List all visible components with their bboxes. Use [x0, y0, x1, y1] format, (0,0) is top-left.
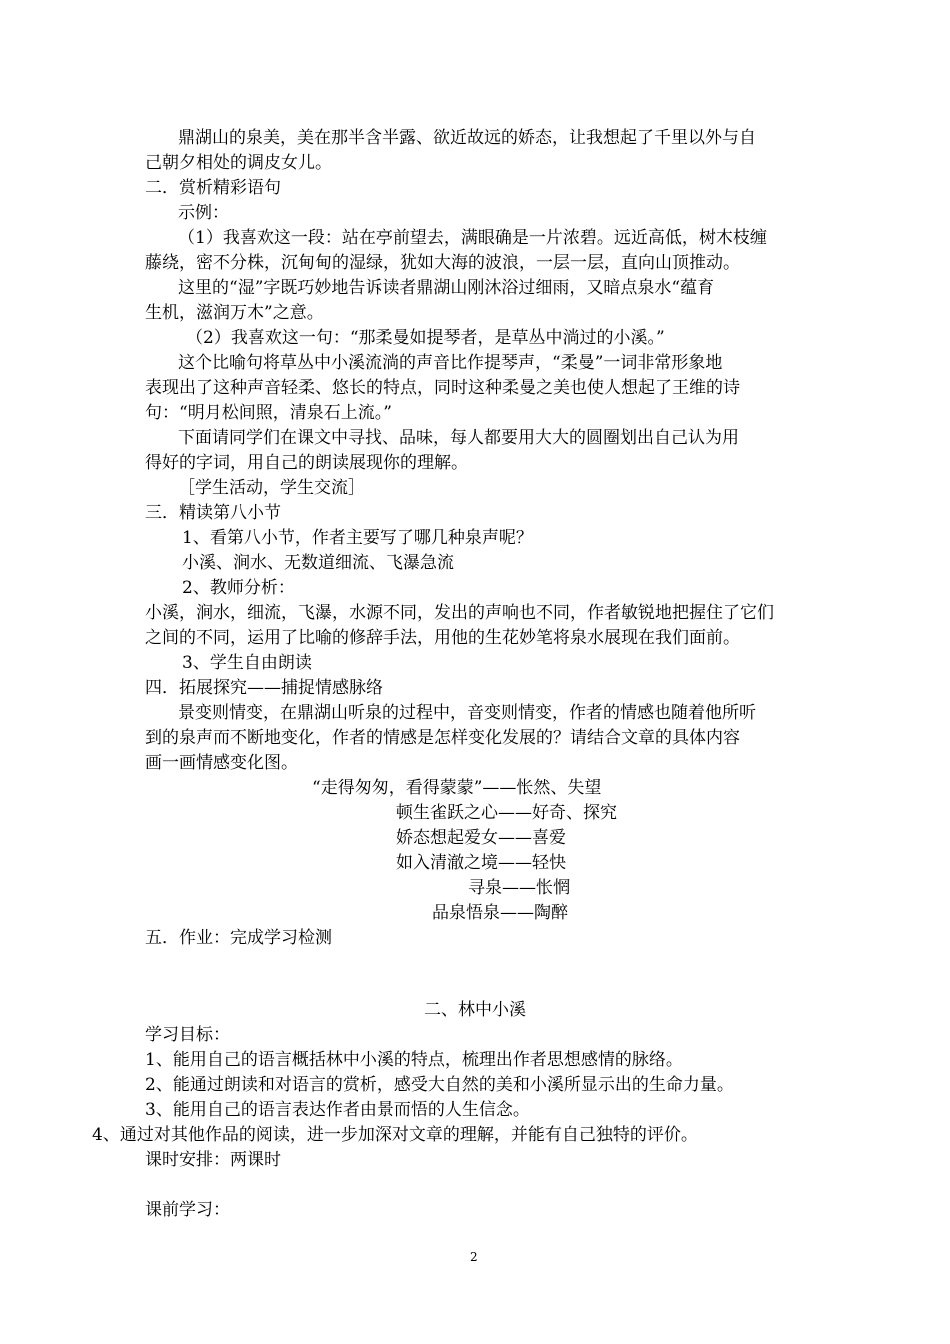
section-heading: 五．作业：完成学习检测 — [145, 928, 332, 948]
text-line: 这里的“湿”字既巧妙地告诉读者鼎湖山刚沐浴过细雨，又暗点泉水“蕴育 — [178, 278, 715, 298]
text-line: 学习目标： — [145, 1025, 230, 1045]
text-line: 下面请同学们在课文中寻找、品味，每人都要用大大的圆圈划出自己认为用 — [178, 428, 739, 448]
emotion-line: 顿生雀跃之心——好奇、探究 — [396, 803, 617, 823]
text-line: 得好的字词，用自己的朗读展现你的理解。 — [145, 453, 468, 473]
text-line: ［学生活动，学生交流］ — [178, 478, 365, 498]
text-line: 3、能用自己的语言表达作者由景而悟的人生信念。 — [145, 1100, 530, 1120]
emotion-line: 娇态想起爱女——喜爱 — [396, 828, 566, 848]
text-line: 课时安排：两课时 — [145, 1150, 281, 1170]
text-line: 1、能用自己的语言概括林中小溪的特点，梳理出作者思想感情的脉络。 — [145, 1050, 683, 1070]
text-line: 画一画情感变化图。 — [145, 753, 298, 773]
emotion-line: 如入清澈之境——轻快 — [396, 853, 566, 873]
text-line: 3、学生自由朗读 — [182, 653, 312, 673]
text-line: 小溪、涧水、无数道细流、飞瀑急流 — [182, 553, 454, 573]
chapter-title: 二、林中小溪 — [424, 1000, 526, 1020]
text-line: 到的泉声而不断地变化，作者的情感是怎样变化发展的？请结合文章的具体内容 — [145, 728, 740, 748]
text-line: 句：“明月松间照，清泉石上流。” — [145, 403, 392, 423]
text-line: 小溪，涧水，细流，飞瀑，水源不同，发出的声响也不同，作者敏锐地把握住了它们 — [145, 603, 774, 623]
text-line: 这个比喻句将草丛中小溪流淌的声音比作提琴声，“柔曼”一词非常形象地 — [178, 353, 723, 373]
emotion-line: 品泉悟泉——陶醉 — [432, 903, 568, 923]
text-line: 鼎湖山的泉美，美在那半含半露、欲近故远的娇态，让我想起了千里以外与自 — [178, 128, 756, 148]
emotion-line: “走得匆匆，看得蒙蒙”——怅然、失望 — [312, 778, 602, 798]
text-line: 课前学习： — [145, 1200, 230, 1220]
text-line: 1、看第八小节，作者主要写了哪几种泉声呢？ — [182, 528, 533, 548]
section-heading: 三．精读第八小节 — [145, 503, 281, 523]
text-line: 景变则情变，在鼎湖山听泉的过程中，音变则情变，作者的情感也随着他所听 — [178, 703, 756, 723]
text-line: 生机，滋润万木”之意。 — [145, 303, 324, 323]
text-line: 2、能通过朗读和对语言的赏析，感受大自然的美和小溪所显示出的生命力量。 — [145, 1075, 734, 1095]
text-line: 己朝夕相处的调皮女儿。 — [145, 153, 332, 173]
emotion-line: 寻泉——怅惘 — [468, 878, 570, 898]
page-number: 2 — [470, 1250, 478, 1264]
text-line: 表现出了这种声音轻柔、悠长的特点，同时这种柔曼之美也使人想起了王维的诗 — [145, 378, 740, 398]
text-line: 4、通过对其他作品的阅读，进一步加深对文章的理解，并能有自己独特的评价。 — [92, 1125, 698, 1145]
text-line: 示例： — [178, 203, 229, 223]
section-heading: 四．拓展探究——捕捉情感脉络 — [145, 678, 383, 698]
text-line: 2、教师分析： — [182, 578, 295, 598]
section-heading: 二．赏析精彩语句 — [145, 178, 281, 198]
text-line: （1）我喜欢这一段：站在亭前望去，满眼确是一片浓碧。远近高低，树木枝缠 — [178, 228, 767, 248]
text-line: 之间的不同，运用了比喻的修辞手法，用他的生花妙笔将泉水展现在我们面前。 — [145, 628, 740, 648]
text-line: （2）我喜欢这一句：“那柔曼如提琴者，是草丛中淌过的小溪。” — [186, 328, 665, 348]
text-line: 藤绕，密不分株，沉甸甸的湿绿，犹如大海的波浪，一层一层，直向山顶推动。 — [145, 253, 740, 273]
